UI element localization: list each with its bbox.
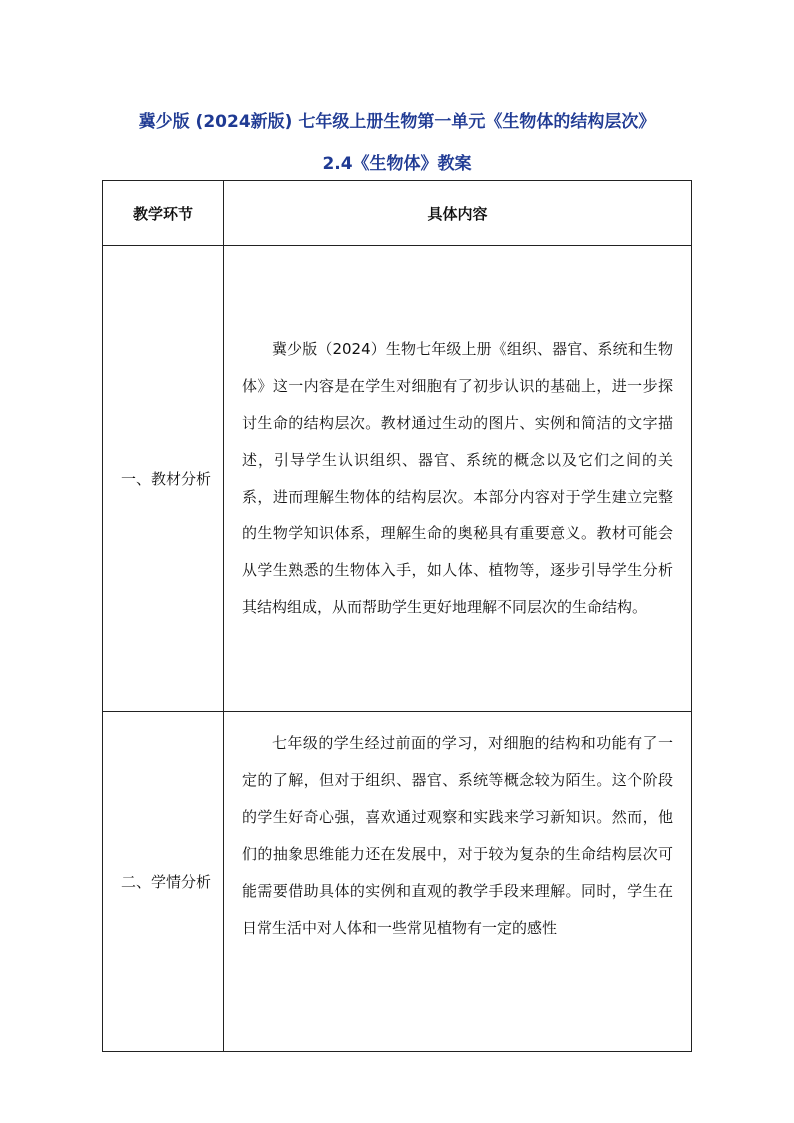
- section-label-learner-analysis: 二、学情分析: [103, 712, 224, 1052]
- document-title-line-1: 冀少版 (2024新版) 七年级上册生物第一单元《生物体的结构层次》: [138, 112, 656, 132]
- table-header-row: [103, 181, 692, 246]
- document-title-line-2: 2.4《生物体》教案: [322, 154, 472, 174]
- content-paragraph: 七年级的学生经过前面的学习，对细胞的结构和功能有了一定的了解，但对于组织、器官、系统等概念较为陌生。这个阶段的学生好奇心强，喜欢通过观察和实践来学习新知识。然而，他们的抽象思维能力还在发展中，对于较为复杂的生命结构层次可能需要借助具体的实例和直观的教学手段来理解。同时，学生在日常生活中对人体和一些常见植物有一定的感性: [242, 734, 673, 937]
- section-label-textbook-analysis: 一、教材分析: [103, 246, 224, 712]
- table-row: [103, 712, 692, 1052]
- section-content-learner-analysis: [224, 712, 692, 1052]
- content-paragraph: 冀少版（2024）生物七年级上册《组织、器官、系统和生物体》这一内容是在学生对细胞有了初步认识的基础上，进一步探讨生命的结构层次。教材通过生动的图片、实例和简洁的文字描述，引导学生认识组织、器官、系统的概念以及它们之间的关系，进而理解生物体的结构层次。本部分内容对于学生建立完整的生物学知识体系，理解生命的奥秘具有重要意义。教材可能会从学生熟悉的生物体入手，如人体、植物等，逐步引导学生分析其结构组成，从而帮助学生更好地理解不同层次的生命结构。: [242, 339, 673, 617]
- section-content-textbook-analysis: [224, 246, 692, 712]
- lesson-plan-table: [102, 180, 692, 1052]
- table-row: [103, 246, 692, 712]
- header-specific-content: 具体内容: [224, 181, 692, 246]
- header-teaching-stage: 教学环节: [103, 181, 224, 246]
